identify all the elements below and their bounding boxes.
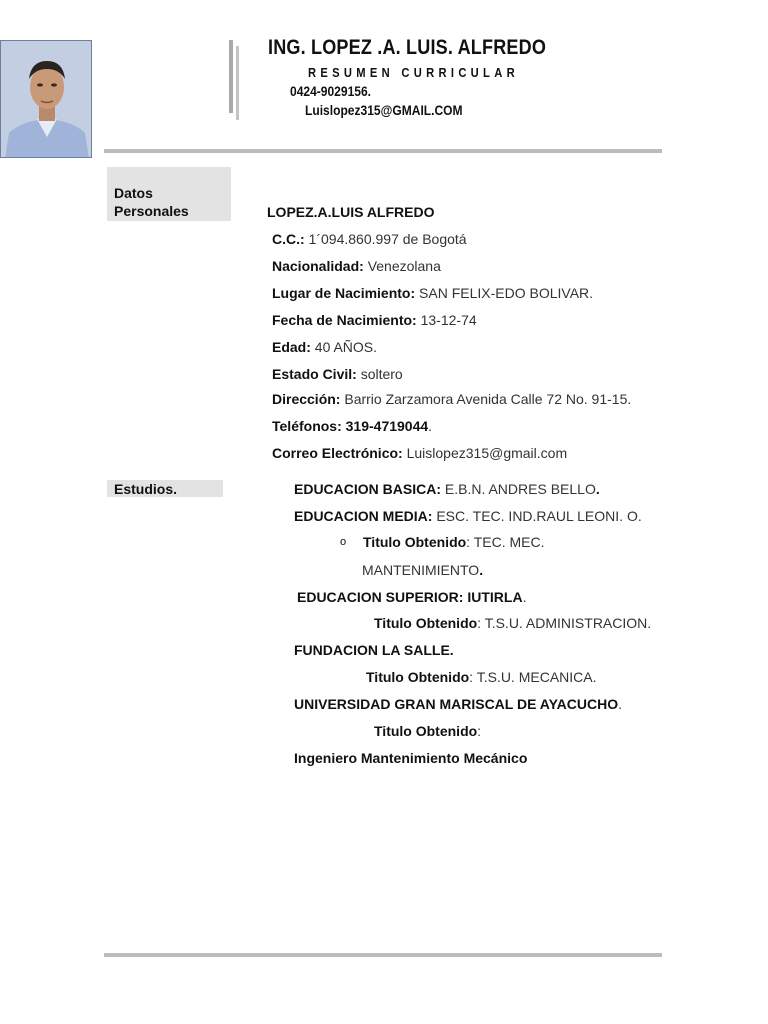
phones-value: 319-4719044 xyxy=(345,418,429,434)
media-education-label: EDUCACION MEDIA: xyxy=(294,508,433,524)
phones-suffix: . xyxy=(428,418,433,434)
media-title-dot: . xyxy=(479,562,484,578)
bullet-icon: o xyxy=(340,536,347,548)
header-rule xyxy=(104,149,662,153)
header-email: Luislopez315@GMAIL.COM xyxy=(305,102,463,118)
candidate-name-title: ING. LOPEZ .A. LUIS. ALFREDO xyxy=(268,36,547,59)
nationality-label: Nacionalidad: xyxy=(272,258,364,274)
document-subtitle: RESUMEN CURRICULAR xyxy=(308,65,519,80)
salle-title-value: : T.S.U. MECANICA. xyxy=(469,669,597,685)
ugma-title-label: Titulo Obtenido xyxy=(374,723,478,739)
nationality-row xyxy=(272,258,441,274)
birthdate-label: Fecha de Nacimiento: xyxy=(272,312,417,328)
salle-title-label: Titulo Obtenido xyxy=(366,669,470,685)
phones-row xyxy=(272,418,432,434)
superior-title-label: Titulo Obtenido xyxy=(374,615,478,631)
studies-label: Estudios. xyxy=(114,481,178,497)
birthdate-value: 13-12-74 xyxy=(420,312,477,328)
header-divider-secondary xyxy=(236,46,239,120)
salle-row xyxy=(294,642,454,658)
media-education-value: ESC. TEC. IND.RAUL LEONI. O. xyxy=(436,508,642,524)
phones-label: Teléfonos: xyxy=(272,418,342,434)
section-label-line2: Personales xyxy=(114,203,189,219)
salle-label: FUNDACION LA SALLE. xyxy=(294,642,454,658)
ugma-dot: . xyxy=(618,696,623,712)
ugma-row xyxy=(294,696,622,712)
address-value: Barrio Zarzamora Avenida Calle 72 No. 91-15. xyxy=(344,391,632,407)
superior-education-label: EDUCACION SUPERIOR: IUTIRLA xyxy=(297,589,523,605)
media-title-value: : TEC. MEC. xyxy=(466,534,545,550)
civil-status-value: soltero xyxy=(360,366,403,382)
degree-title: Ingeniero Mantenimiento Mecánico xyxy=(294,750,528,766)
cc-row xyxy=(272,231,467,247)
section-label-line1: Datos xyxy=(114,185,153,201)
address-label: Dirección: xyxy=(272,391,341,407)
media-title-row xyxy=(363,534,544,550)
media-title-cont: MANTENIMIENTO xyxy=(362,562,480,578)
media-education-row xyxy=(294,508,642,524)
profile-photo xyxy=(0,40,92,158)
email-label: Correo Electrónico: xyxy=(272,445,403,461)
birthplace-label: Lugar de Nacimiento: xyxy=(272,285,416,301)
birthplace-value: SAN FELIX-EDO BOLIVAR. xyxy=(419,285,594,301)
email-value: Luislopez315@gmail.com xyxy=(406,445,568,461)
age-value: 40 AÑOS. xyxy=(314,339,378,355)
footer-rule xyxy=(104,953,662,957)
basic-education-row xyxy=(294,481,600,497)
age-row xyxy=(272,339,377,355)
age-label: Edad: xyxy=(272,339,311,355)
header-divider xyxy=(229,40,233,113)
media-title-continuation xyxy=(362,562,483,578)
basic-education-label: EDUCACION BASICA: xyxy=(294,481,441,497)
section-label-studies xyxy=(107,480,223,497)
cc-value: 1´094.860.997 de Bogotá xyxy=(308,231,467,247)
superior-title-value: : T.S.U. ADMINISTRACION. xyxy=(477,615,652,631)
basic-education-value: E.B.N. ANDRES BELLO xyxy=(444,481,596,497)
salle-title-row xyxy=(366,669,597,685)
civil-status-row xyxy=(272,366,403,382)
basic-education-dot: . xyxy=(595,481,600,497)
superior-title-row xyxy=(374,615,651,631)
personal-full-name: LOPEZ.A.LUIS ALFREDO xyxy=(267,204,435,220)
ugma-title-value: : xyxy=(477,723,482,739)
birthplace-row xyxy=(272,285,593,301)
section-label-personal xyxy=(107,167,231,221)
civil-status-label: Estado Civil: xyxy=(272,366,357,382)
superior-education-row xyxy=(297,589,526,605)
ugma-title-row xyxy=(374,723,481,739)
email-row xyxy=(272,445,567,461)
person-photo-icon xyxy=(1,41,92,158)
media-title-label: Titulo Obtenido xyxy=(363,534,467,550)
nationality-value: Venezolana xyxy=(367,258,441,274)
address-row xyxy=(272,391,631,407)
superior-education-dot: . xyxy=(522,589,527,605)
cc-label: C.C.: xyxy=(272,231,305,247)
ugma-label: UNIVERSIDAD GRAN MARISCAL DE AYACUCHO xyxy=(294,696,619,712)
birthdate-row xyxy=(272,312,477,328)
header-phone: 0424-9029156. xyxy=(290,83,372,99)
